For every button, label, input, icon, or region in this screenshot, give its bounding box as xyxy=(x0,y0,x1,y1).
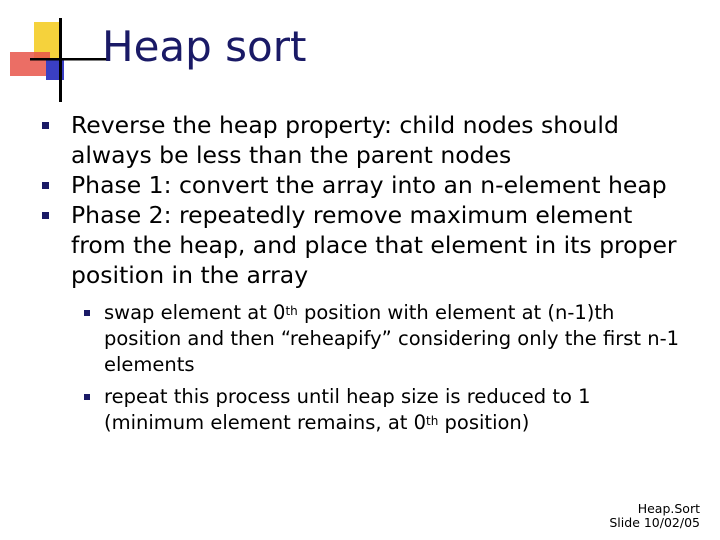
bullet-item: Reverse the heap property: child nodes should always be less than the parent nodes xyxy=(42,110,692,170)
bullet-item: Phase 1: convert the array into an n-element heap xyxy=(42,170,692,200)
slide-logo-graphic xyxy=(0,0,110,110)
slide-body xyxy=(42,110,692,442)
sub-bullet-item: swap element at 0th position with element at (n-1)th position and then “reheapify” considering only the first n-1 elements xyxy=(84,300,692,378)
footer-topic: Heap.Sort xyxy=(637,501,700,516)
square-bullet-icon xyxy=(84,310,90,316)
slide-title: Heap sort xyxy=(102,22,307,71)
footer-slide-date: Slide 10/02/05 xyxy=(609,515,700,530)
slide-footer xyxy=(609,502,700,530)
square-bullet-icon xyxy=(84,394,90,400)
square-bullet-icon xyxy=(42,122,49,129)
bullet-item: Phase 2: repeatedly remove maximum element from the heap, and place that element in its proper position in the array xyxy=(42,200,692,290)
square-bullet-icon xyxy=(42,212,49,219)
sub-bullet-item: repeat this process until heap size is reduced to 1 (minimum element remains, at 0th position) xyxy=(84,384,692,436)
square-bullet-icon xyxy=(42,182,49,189)
sub-bullet-list xyxy=(84,300,692,436)
